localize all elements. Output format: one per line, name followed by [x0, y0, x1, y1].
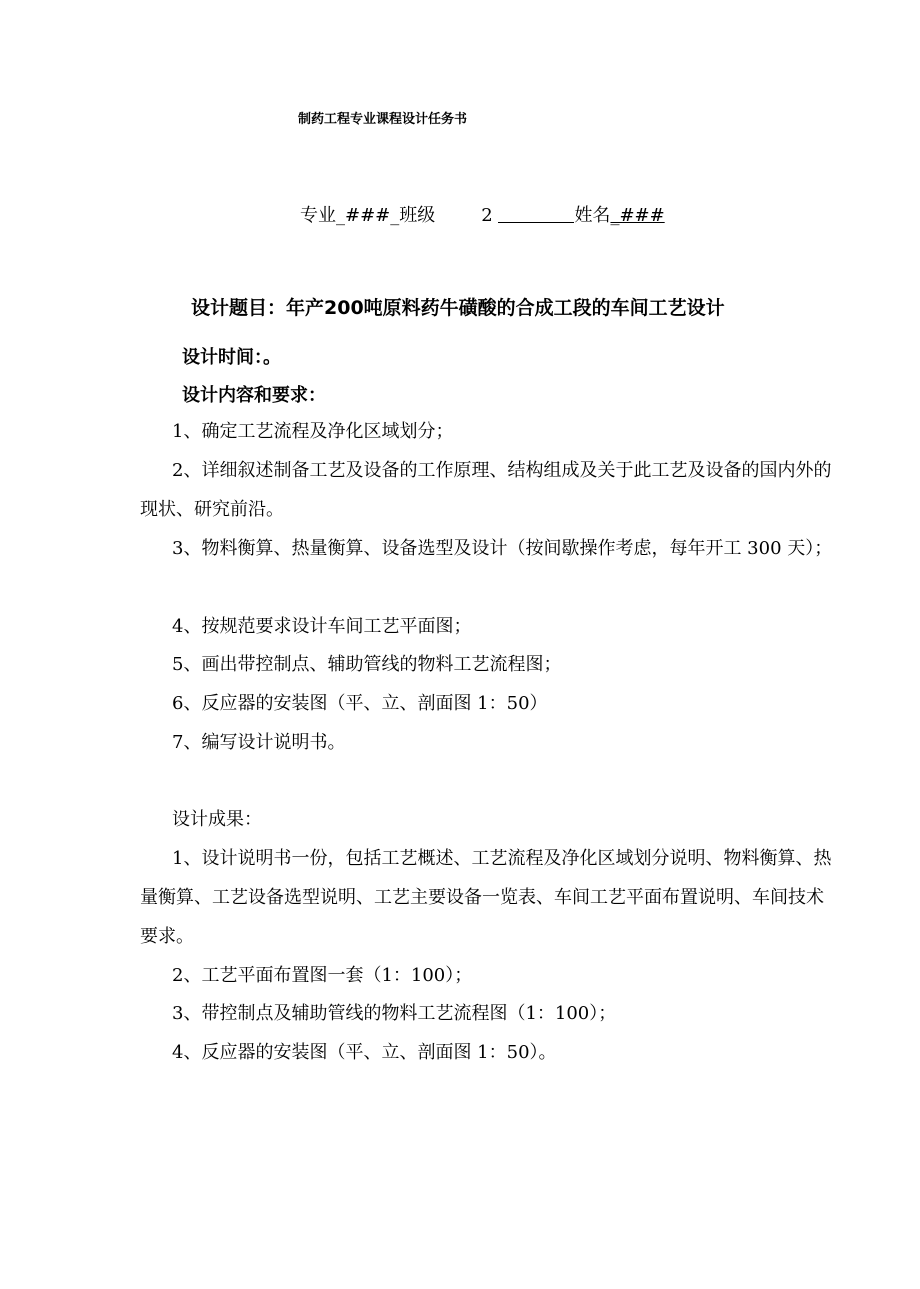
content-heading: 设计内容和要求：: [182, 385, 326, 406]
result-item: 3、带控制点及辅助管线的物料工艺流程图（1：100）；: [172, 1003, 617, 1024]
design-title: 设计题目：年产200吨原料药牛磺酸的合成工段的车间工艺设计: [191, 297, 725, 319]
content-item: 1、确定工艺流程及净化区域划分；: [172, 421, 454, 442]
content-item: 4、按规范要求设计车间工艺平面图；: [172, 616, 472, 637]
result-item: 1、设计说明书一份，包括工艺概述、工艺流程及净化区域划分说明、物料衡算、热量衡算、工艺设备选型说明、工艺主要设备一览表、车间工艺平面布置说明、车间技术要求。: [140, 848, 832, 947]
class-blank-underline: [498, 206, 574, 223]
major-value: _###_: [336, 205, 400, 226]
content-item: 7、编写设计说明书。: [172, 732, 346, 753]
major-label: 专业: [300, 205, 336, 226]
class-value: 2: [481, 205, 493, 226]
result-item: 4、反应器的安装图（平、立、剖面图 1：50）。: [172, 1042, 557, 1063]
content-item: 2、详细叙述制备工艺及设备的工作原理、结构组成及关于此工艺及设备的国内外的现状、研究前沿。: [140, 460, 832, 520]
content-item: 3、物料衡算、热量衡算、设备选型及设计（按间歇操作考虑，每年开工 300 天）；: [172, 538, 833, 559]
name-label: 姓名: [574, 205, 611, 226]
content-item: 6、反应器的安装图（平、立、剖面图 1：50）: [172, 693, 548, 714]
content-item: 5、画出带控制点、辅助管线的物料工艺流程图；: [172, 654, 562, 675]
result-item: 2、工艺平面布置图一套（1：100）；: [172, 965, 473, 986]
design-time: 设计时间：。: [182, 347, 281, 368]
student-info-line: [300, 201, 665, 227]
results-heading: 设计成果：: [172, 809, 262, 830]
name-value: _###: [610, 205, 665, 226]
class-label: 班级: [399, 205, 436, 226]
header-title: 制药工程专业课程设计任务书: [298, 112, 468, 127]
